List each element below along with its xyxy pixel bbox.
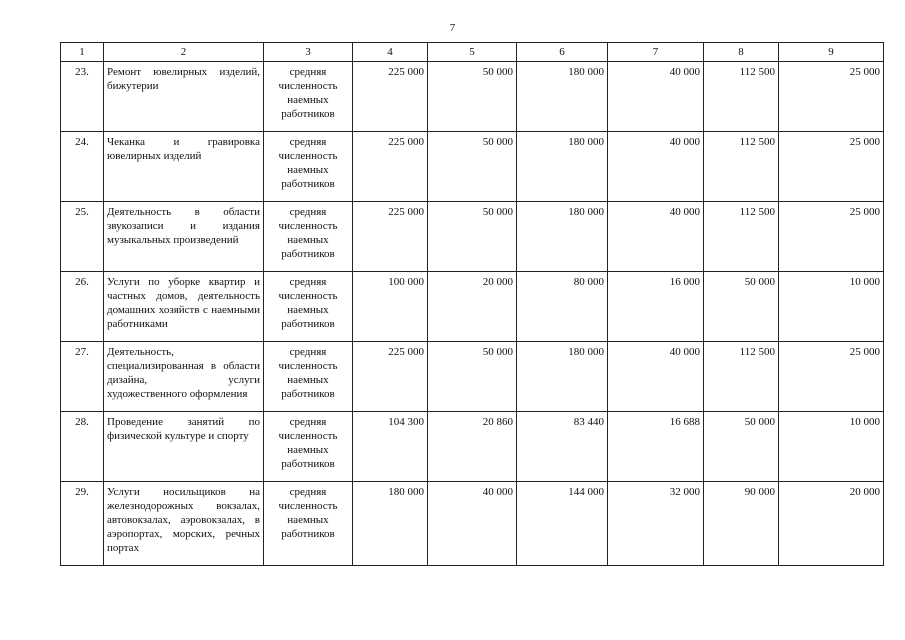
value-cell: 10 000 (779, 412, 884, 482)
row-number: 24. (61, 132, 104, 202)
value-cell: 104 300 (353, 412, 428, 482)
value-cell: 20 000 (428, 272, 517, 342)
header-cell: 8 (704, 43, 779, 62)
activity-name: Ремонт ювелирных изделий, бижутерии (104, 62, 264, 132)
row-number: 28. (61, 412, 104, 482)
physical-indicator: средняя численность наемных работников (264, 412, 353, 482)
value-cell: 225 000 (353, 342, 428, 412)
value-cell: 180 000 (517, 132, 608, 202)
table-row (61, 342, 884, 412)
table-row (61, 132, 884, 202)
value-cell: 80 000 (517, 272, 608, 342)
value-cell: 10 000 (779, 272, 884, 342)
value-cell: 20 860 (428, 412, 517, 482)
table-row (61, 482, 884, 566)
page-number: 7 (449, 22, 456, 34)
value-cell: 112 500 (704, 62, 779, 132)
value-cell: 50 000 (428, 62, 517, 132)
value-cell: 16 000 (608, 272, 704, 342)
value-cell: 50 000 (704, 412, 779, 482)
value-cell: 112 500 (704, 342, 779, 412)
table-row (61, 202, 884, 272)
header-cell: 7 (608, 43, 704, 62)
activity-name: Деятельность, специализированная в области дизайна, услуги художественного оформления (104, 342, 264, 412)
value-cell: 50 000 (428, 342, 517, 412)
header-cell: 3 (264, 43, 353, 62)
row-number: 25. (61, 202, 104, 272)
value-cell: 25 000 (779, 132, 884, 202)
value-cell: 25 000 (779, 62, 884, 132)
value-cell: 40 000 (608, 62, 704, 132)
physical-indicator: средняя численность наемных работников (264, 132, 353, 202)
row-number: 29. (61, 482, 104, 566)
value-cell: 50 000 (704, 272, 779, 342)
physical-indicator: средняя численность наемных работников (264, 62, 353, 132)
value-cell: 16 688 (608, 412, 704, 482)
activity-name: Чеканка и гравировка ювелирных изделий (104, 132, 264, 202)
value-cell: 180 000 (517, 62, 608, 132)
header-cell: 5 (428, 43, 517, 62)
value-cell: 83 440 (517, 412, 608, 482)
table-row (61, 62, 884, 132)
value-cell: 20 000 (779, 482, 884, 566)
value-cell: 25 000 (779, 342, 884, 412)
value-cell: 40 000 (428, 482, 517, 566)
table-row (61, 272, 884, 342)
value-cell: 50 000 (428, 202, 517, 272)
activity-name: Проведение занятий по физической культуре и спорту (104, 412, 264, 482)
header-cell: 1 (61, 43, 104, 62)
value-cell: 144 000 (517, 482, 608, 566)
row-number: 23. (61, 62, 104, 132)
value-cell: 50 000 (428, 132, 517, 202)
value-cell: 180 000 (517, 342, 608, 412)
value-cell: 40 000 (608, 202, 704, 272)
value-cell: 180 000 (353, 482, 428, 566)
physical-indicator: средняя численность наемных работников (264, 342, 353, 412)
value-cell: 40 000 (608, 132, 704, 202)
value-cell: 25 000 (779, 202, 884, 272)
value-cell: 112 500 (704, 202, 779, 272)
value-cell: 225 000 (353, 132, 428, 202)
tariff-table (60, 42, 884, 566)
activity-name: Деятельность в области звукозаписи и издания музыкальных произведений (104, 202, 264, 272)
table-row (61, 412, 884, 482)
row-number: 27. (61, 342, 104, 412)
value-cell: 112 500 (704, 132, 779, 202)
physical-indicator: средняя численность наемных работников (264, 272, 353, 342)
header-cell: 2 (104, 43, 264, 62)
activity-name: Услуги носильщиков на железнодорожных вокзалах, автовокзалах, аэровокзалах, в аэропортах, морских, речных портах (104, 482, 264, 566)
value-cell: 180 000 (517, 202, 608, 272)
header-cell: 6 (517, 43, 608, 62)
value-cell: 40 000 (608, 342, 704, 412)
physical-indicator: средняя численность наемных работников (264, 202, 353, 272)
value-cell: 225 000 (353, 202, 428, 272)
row-number: 26. (61, 272, 104, 342)
value-cell: 32 000 (608, 482, 704, 566)
physical-indicator: средняя численность наемных работников (264, 482, 353, 566)
activity-name: Услуги по уборке квартир и частных домов, деятельность домашних хозяйств с наемными работниками (104, 272, 264, 342)
value-cell: 90 000 (704, 482, 779, 566)
value-cell: 100 000 (353, 272, 428, 342)
header-cell: 9 (779, 43, 884, 62)
header-cell: 4 (353, 43, 428, 62)
header-row (61, 43, 884, 62)
value-cell: 225 000 (353, 62, 428, 132)
